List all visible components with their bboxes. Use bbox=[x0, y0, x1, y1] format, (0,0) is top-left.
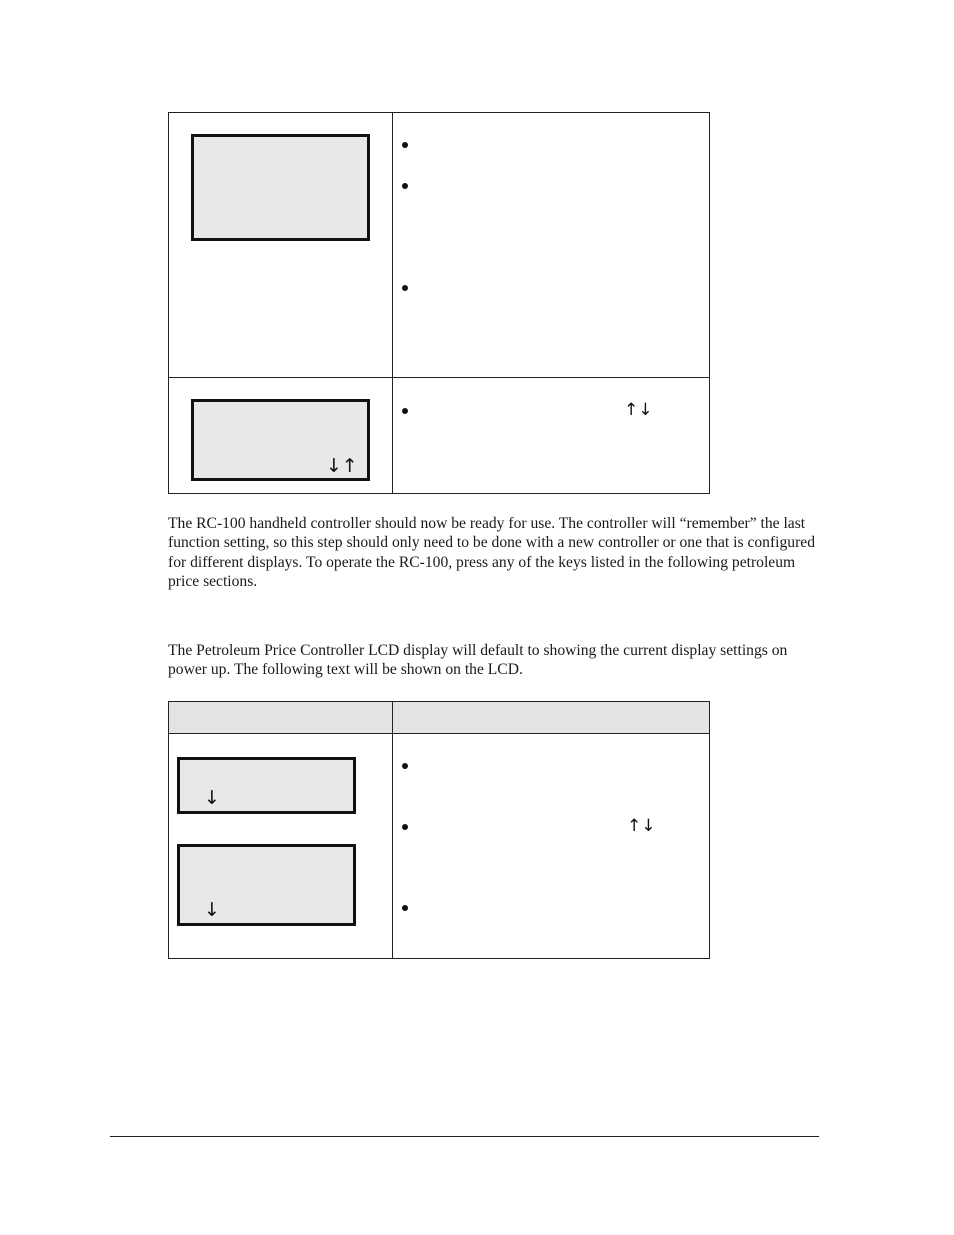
table-1-row-divider bbox=[168, 377, 710, 378]
table-2-column-divider bbox=[392, 701, 393, 959]
down-arrow-icon: ↓ bbox=[204, 787, 220, 809]
up-down-arrow-icon: ↑↓ bbox=[624, 400, 653, 420]
lcd-screen-current-settings-2 bbox=[177, 844, 356, 926]
bullet-point bbox=[402, 285, 408, 291]
bullet-point bbox=[402, 408, 408, 414]
bullet-point bbox=[402, 763, 408, 769]
table-1-column-divider bbox=[392, 112, 393, 494]
lcd-screen-function-setup bbox=[191, 134, 370, 241]
lcd-screen-current-settings bbox=[177, 757, 356, 814]
bullet-point bbox=[402, 905, 408, 911]
up-down-arrow-icon: ↑↓ bbox=[627, 816, 656, 836]
table-2-header-divider bbox=[168, 733, 710, 734]
bullet-point bbox=[402, 183, 408, 189]
down-arrow-icon: ↓ bbox=[204, 899, 220, 921]
footer-divider bbox=[110, 1136, 819, 1137]
paragraph-rc100-ready: The RC-100 handheld controller should now be ready for use. The controller will “remember” the last function setting, so this step should only need to be done with a new controller or one that is configured for different displays. To operate the RC-100, press any of the keys listed in the following petroleum price sections. bbox=[168, 515, 816, 590]
bullet-point bbox=[402, 824, 408, 830]
paragraph-lcd-default: The Petroleum Price Controller LCD display will default to showing the current display settings on power up. The following text will be shown on the LCD. bbox=[168, 642, 788, 679]
bullet-point bbox=[402, 142, 408, 148]
lcd-screen-selection bbox=[191, 399, 370, 481]
down-up-arrow-icon: ↓↑ bbox=[326, 455, 358, 477]
